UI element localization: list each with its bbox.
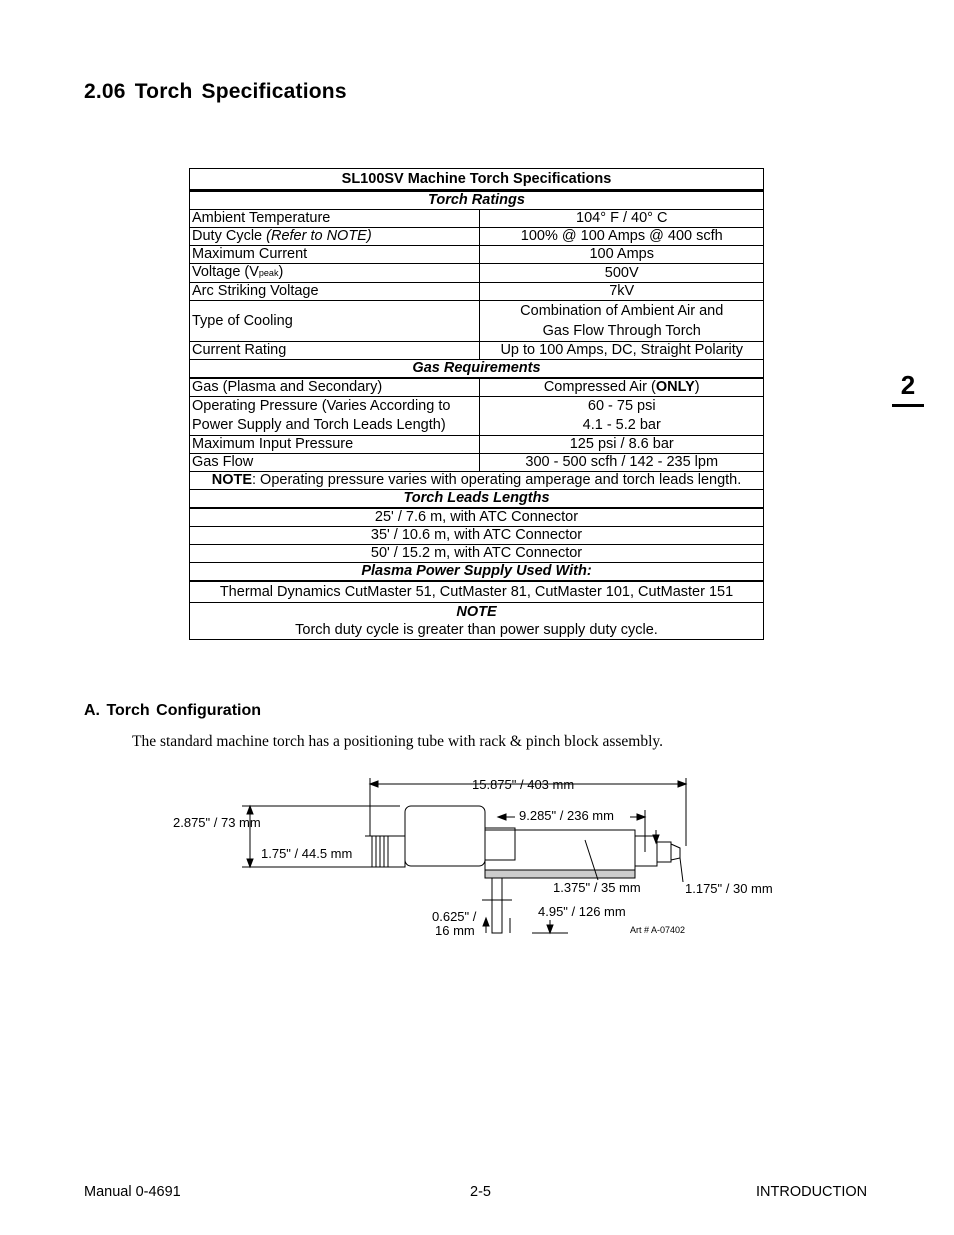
voltage-label (190, 264, 480, 283)
torch-dimension-diagram (160, 770, 800, 950)
voltage-label-prefix: Voltage (V (192, 264, 259, 280)
table-section-row (190, 490, 764, 509)
chapter-tab-rule (892, 404, 924, 407)
gas-value (480, 378, 764, 397)
pinch-block-housing (405, 806, 485, 866)
ambient-temperature-label: Ambient Temperature (190, 210, 480, 228)
arrowhead-icon (483, 918, 489, 926)
tip-diameter-label: 1.175" / 30 mm (685, 881, 773, 896)
duty-cycle-note-ref: (Refer to NOTE) (266, 228, 372, 244)
operating-pressure-label-line2: Power Supply and Torch Leads Length) (192, 417, 446, 433)
lead-length-35: 35' / 10.6 m, with ATC Connector (190, 527, 764, 545)
table-row (190, 342, 764, 360)
footer-section-name: INTRODUCTION (756, 1184, 868, 1200)
gas-flow-label: Gas Flow (190, 454, 480, 472)
table-section-row (190, 360, 764, 379)
gear-rack (485, 870, 635, 878)
pinch-block (485, 828, 515, 860)
torch-configuration-text: The standard machine torch has a positioning tube with rack & pinch block assembly. (132, 733, 664, 750)
arrowhead-icon (547, 925, 553, 933)
arrowhead-icon (678, 781, 686, 787)
power-supply-value: Thermal Dynamics CutMaster 51, CutMaster 81, CutMaster 101, CutMaster 151 (190, 581, 764, 603)
table-row (190, 454, 764, 472)
table-row (190, 472, 764, 490)
table-row (190, 436, 764, 454)
table-row (190, 581, 764, 603)
art-number: Art # A-07402 (630, 925, 686, 935)
voltage-label-suffix: ) (278, 264, 284, 280)
positioning-tube (485, 830, 635, 870)
arc-striking-voltage-value: 7kV (480, 283, 764, 301)
footer-manual-number: Manual 0-4691 (84, 1184, 181, 1200)
torch-leads-header: Torch Leads Lengths (190, 490, 764, 509)
cooling-type-label: Type of Cooling (190, 301, 480, 342)
leader-line (680, 858, 683, 882)
max-input-pressure-value: 125 psi / 8.6 bar (480, 436, 764, 454)
current-rating-value: Up to 100 Amps, DC, Straight Polarity (480, 342, 764, 360)
table-row (190, 508, 764, 527)
table-row (190, 603, 764, 640)
arc-striking-voltage-label: Arc Striking Voltage (190, 283, 480, 301)
arrowhead-icon (370, 781, 378, 787)
torch-shield-cup (657, 842, 671, 862)
pressure-note-label: NOTE (211, 472, 252, 488)
mounting-pin (492, 878, 502, 933)
table-row (190, 527, 764, 545)
chapter-tab-number: 2 (900, 370, 916, 400)
table-title-row (190, 169, 764, 191)
operating-pressure-value (480, 397, 764, 436)
power-supply-header: Plasma Power Supply Used With: (190, 563, 764, 582)
lead-length-50: 50' / 15.2 m, with ATC Connector (190, 545, 764, 563)
duty-cycle-label-text: Duty Cycle (192, 228, 263, 244)
pin-diameter-label-line1: 0.625" / (432, 909, 477, 924)
gas-value-only: ONLY (655, 379, 695, 395)
final-note (190, 603, 764, 640)
pin-offset-label: 4.95" / 126 mm (538, 904, 626, 919)
gas-value-suffix: ) (694, 379, 700, 395)
current-rating-label: Current Rating (190, 342, 480, 360)
pin-diameter-label-line2: 16 mm (435, 923, 475, 938)
height-label: 2.875" / 73 mm (173, 815, 261, 830)
operating-pressure-value-line2: 4.1 - 5.2 bar (582, 417, 661, 433)
pressure-note-text: : Operating pressure varies with operating amperage and torch leads length. (252, 472, 742, 488)
table-row (190, 264, 764, 283)
maximum-current-value: 100 Amps (480, 246, 764, 264)
section-title: 2.06 Torch Specifications (84, 80, 347, 103)
torch-configuration-heading: A. Torch Configuration (84, 702, 262, 719)
final-note-header: NOTE (456, 604, 497, 620)
footer-page-number: 2-5 (470, 1184, 491, 1200)
gas-requirements-header: Gas Requirements (190, 360, 764, 379)
arrowhead-icon (637, 814, 645, 820)
cooling-type-value-line1: Combination of Ambient Air and (520, 303, 724, 319)
maximum-current-label: Maximum Current (190, 246, 480, 264)
table-row (190, 210, 764, 228)
table-row (190, 378, 764, 397)
torch-ratings-header: Torch Ratings (190, 191, 764, 210)
body-diameter-label: 1.75" / 44.5 mm (261, 846, 353, 861)
arrowhead-icon (247, 806, 253, 814)
torch-specifications-table (189, 168, 764, 640)
table-row (190, 228, 764, 246)
max-input-pressure-label: Maximum Input Pressure (190, 436, 480, 454)
table-row (190, 397, 764, 436)
table-section-row (190, 563, 764, 582)
ambient-temperature-value: 104° F / 40° C (480, 210, 764, 228)
torch-tip (671, 844, 680, 860)
duty-cycle-label (190, 228, 480, 246)
gas-flow-value: 300 - 500 scfh / 142 - 235 lpm (480, 454, 764, 472)
torch-head (635, 836, 657, 866)
voltage-value: 500V (480, 264, 764, 283)
operating-pressure-value-line1: 60 - 75 psi (587, 398, 656, 414)
rack-length-label: 9.285" / 236 mm (519, 808, 614, 823)
operating-pressure-label-line1: Operating Pressure (Varies According to (192, 398, 451, 414)
table-section-row (190, 191, 764, 210)
final-note-text: Torch duty cycle is greater than power supply duty cycle. (295, 622, 658, 638)
duty-cycle-value: 100% @ 100 Amps @ 400 scfh (480, 228, 764, 246)
arrowhead-icon (498, 814, 506, 820)
voltage-label-subscript: peak (258, 268, 279, 278)
operating-pressure-label (190, 397, 480, 436)
pressure-note (190, 472, 764, 490)
cooling-type-value (480, 301, 764, 342)
lead-length-25: 25' / 7.6 m, with ATC Connector (190, 508, 764, 527)
table-title: SL100SV Machine Torch Specifications (190, 169, 764, 191)
table-row (190, 301, 764, 342)
table-row (190, 283, 764, 301)
cooling-type-value-line2: Gas Flow Through Torch (542, 323, 701, 339)
table-row (190, 246, 764, 264)
gas-label: Gas (Plasma and Secondary) (190, 378, 480, 397)
overall-length-label: 15.875" / 403 mm (472, 777, 575, 792)
table-row (190, 545, 764, 563)
arrowhead-icon (247, 859, 253, 867)
tube-diameter-label: 1.375" / 35 mm (553, 880, 641, 895)
gas-value-prefix: Compressed Air ( (543, 379, 656, 395)
